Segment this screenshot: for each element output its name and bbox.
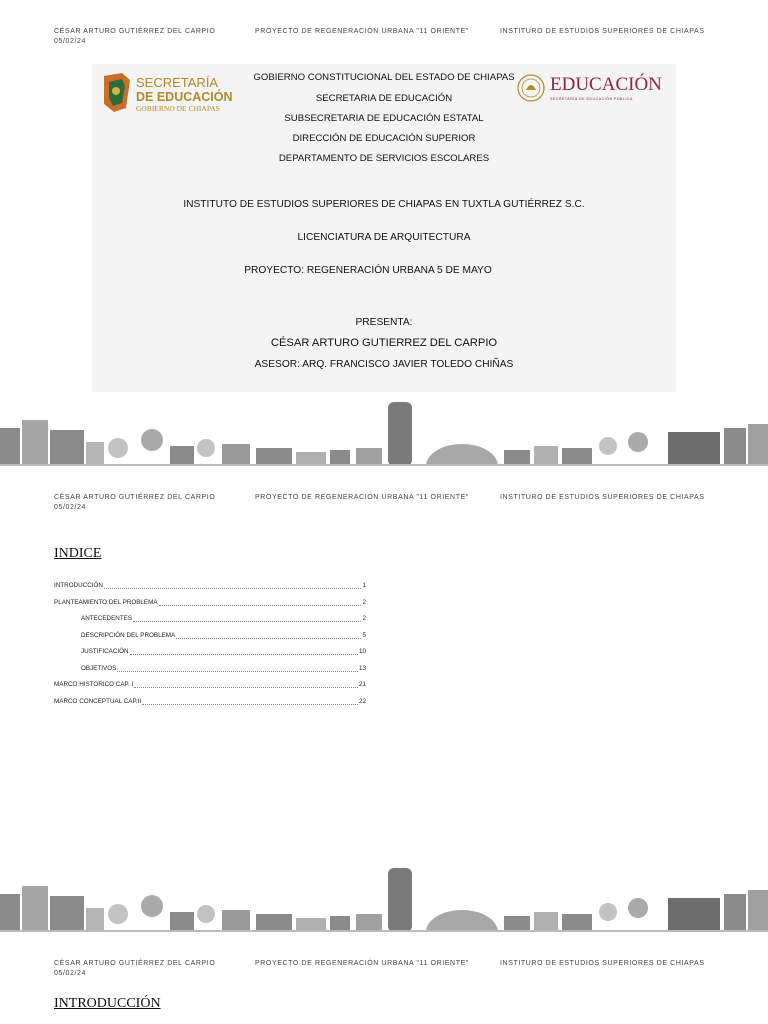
- header-date: 05/02/24: [54, 38, 87, 45]
- toc-leader: [159, 599, 362, 606]
- cover-line: PROYECTO: REGENERACIÓN URBANA 5 DE MAYO: [244, 265, 492, 276]
- toc-entry[interactable]: [54, 582, 366, 599]
- toc-entry-label: ANTECEDENTES: [81, 615, 133, 622]
- sep-education-logo: [516, 70, 676, 104]
- toc-entry-label: OBJETIVOS: [81, 664, 117, 672]
- header-institution: INSTITURO DE ESTUDIOS SUPERIORES DE CHIAPAS: [500, 28, 705, 35]
- toc-entry[interactable]: [54, 698, 366, 715]
- toc-entry-label: MARCO CONCEPTUAL CAP.II: [54, 697, 142, 705]
- cover-line: SECRETARIA DE EDUCACIÓN: [315, 93, 453, 104]
- header-project: PROYECTO DE REGENERACIÓN URBANA "11 ORIENTE": [255, 28, 469, 35]
- toc-entry-label: JUSTIFICACIÓN: [81, 648, 129, 655]
- intro-title: INTRODUCCIÓN: [54, 996, 161, 1011]
- cover-line: DEPARTAMENTO DE SERVICIOS ESCOLARES: [278, 153, 490, 164]
- cover-line: DIRECCIÓN DE EDUCACIÓN SUPERIOR: [292, 133, 476, 144]
- toc-entry-page: 2: [362, 615, 366, 622]
- toc-entry-page: 1: [362, 582, 366, 589]
- cover-line: CÉSAR ARTURO GUTIERREZ DEL CARPIO: [270, 337, 498, 349]
- header-institution: INSTITURO DE ESTUDIOS SUPERIORES DE CHIAPAS: [500, 494, 705, 501]
- header-date: 05/02/24: [54, 970, 87, 977]
- cover-page: [92, 64, 676, 392]
- toc-entry-label: PLANTEAMIENTO DEL PROBLEMA: [54, 598, 158, 606]
- toc-entry-page: 2: [362, 598, 366, 606]
- toc-leader: [130, 648, 358, 655]
- toc-entry-label: INTRODUCCIÓN: [54, 582, 103, 589]
- toc-leader: [133, 615, 361, 622]
- header-institution: INSTITURO DE ESTUDIOS SUPERIORES DE CHIAPAS: [500, 960, 705, 967]
- cover-line: ASESOR: ARQ. FRANCISCO JAVIER TOLEDO CHIÑAS: [254, 359, 514, 370]
- header-author: CÉSAR ARTURO GUTIÉRREZ DEL CARPIO: [54, 494, 216, 501]
- toc-entry[interactable]: [54, 681, 366, 698]
- cover-line: SUBSECRETARIA DE EDUCACIÓN ESTATAL: [284, 113, 484, 124]
- toc-entry-page: 13: [358, 664, 366, 672]
- header-author: CÉSAR ARTURO GUTIÉRREZ DEL CARPIO: [54, 960, 216, 967]
- header-author: CÉSAR ARTURO GUTIÉRREZ DEL CARPIO: [54, 28, 216, 35]
- toc-entry-page: 22: [358, 697, 366, 705]
- running-header: [0, 494, 768, 524]
- cover-line: PRESENTA:: [355, 317, 413, 328]
- city-skyline-illustration: [0, 398, 768, 468]
- toc-leader: [142, 698, 358, 705]
- logo-right-title: EDUCACIÓN: [550, 74, 662, 95]
- toc-leader: [117, 665, 358, 672]
- cover-line: LICENCIATURA DE ARQUITECTURA: [297, 232, 471, 243]
- toc-entry[interactable]: [54, 665, 366, 682]
- toc-entry-page: 21: [358, 681, 366, 688]
- running-header: [0, 28, 768, 58]
- toc-entry-page: 5: [362, 631, 366, 639]
- table-of-contents: [54, 582, 366, 714]
- toc-entry[interactable]: [54, 648, 366, 665]
- logo-left-line2: DE EDUCACIÓN: [136, 90, 233, 104]
- toc-leader: [134, 681, 358, 688]
- toc-entry[interactable]: [54, 632, 366, 649]
- toc-leader: [176, 632, 361, 639]
- header-date: 05/02/24: [54, 504, 87, 511]
- toc-entry-label: MARCO HISTORICO CAP. I: [54, 681, 134, 688]
- running-header: [0, 960, 768, 990]
- index-title: INDICE: [54, 546, 102, 561]
- toc-entry[interactable]: [54, 599, 366, 616]
- header-project: PROYECTO DE REGENERACIÓN URBANA "11 ORIENTE": [255, 494, 469, 501]
- toc-entry[interactable]: [54, 615, 366, 632]
- logo-right-subtitle: SECRETARÍA DE EDUCACIÓN PÚBLICA: [550, 97, 633, 101]
- toc-entry-label: DESCRIPCIÓN DEL PROBLEMA: [81, 631, 176, 639]
- logo-left-line1: SECRETARÍA: [136, 75, 219, 90]
- cover-line: INSTITUTO DE ESTUDIOS SUPERIORES DE CHIAPAS EN TUXTLA GUTIÉRREZ S.C.: [183, 199, 585, 210]
- city-skyline-illustration: [0, 864, 768, 934]
- cover-line: GOBIERNO CONSTITUCIONAL DEL ESTADO DE CHIAPAS: [253, 72, 515, 83]
- header-project: PROYECTO DE REGENERACIÓN URBANA "11 ORIENTE": [255, 960, 469, 967]
- logo-left-line3: GOBIERNO DE CHIAPAS: [136, 104, 220, 113]
- toc-leader: [104, 582, 362, 589]
- toc-entry-page: 10: [358, 648, 366, 655]
